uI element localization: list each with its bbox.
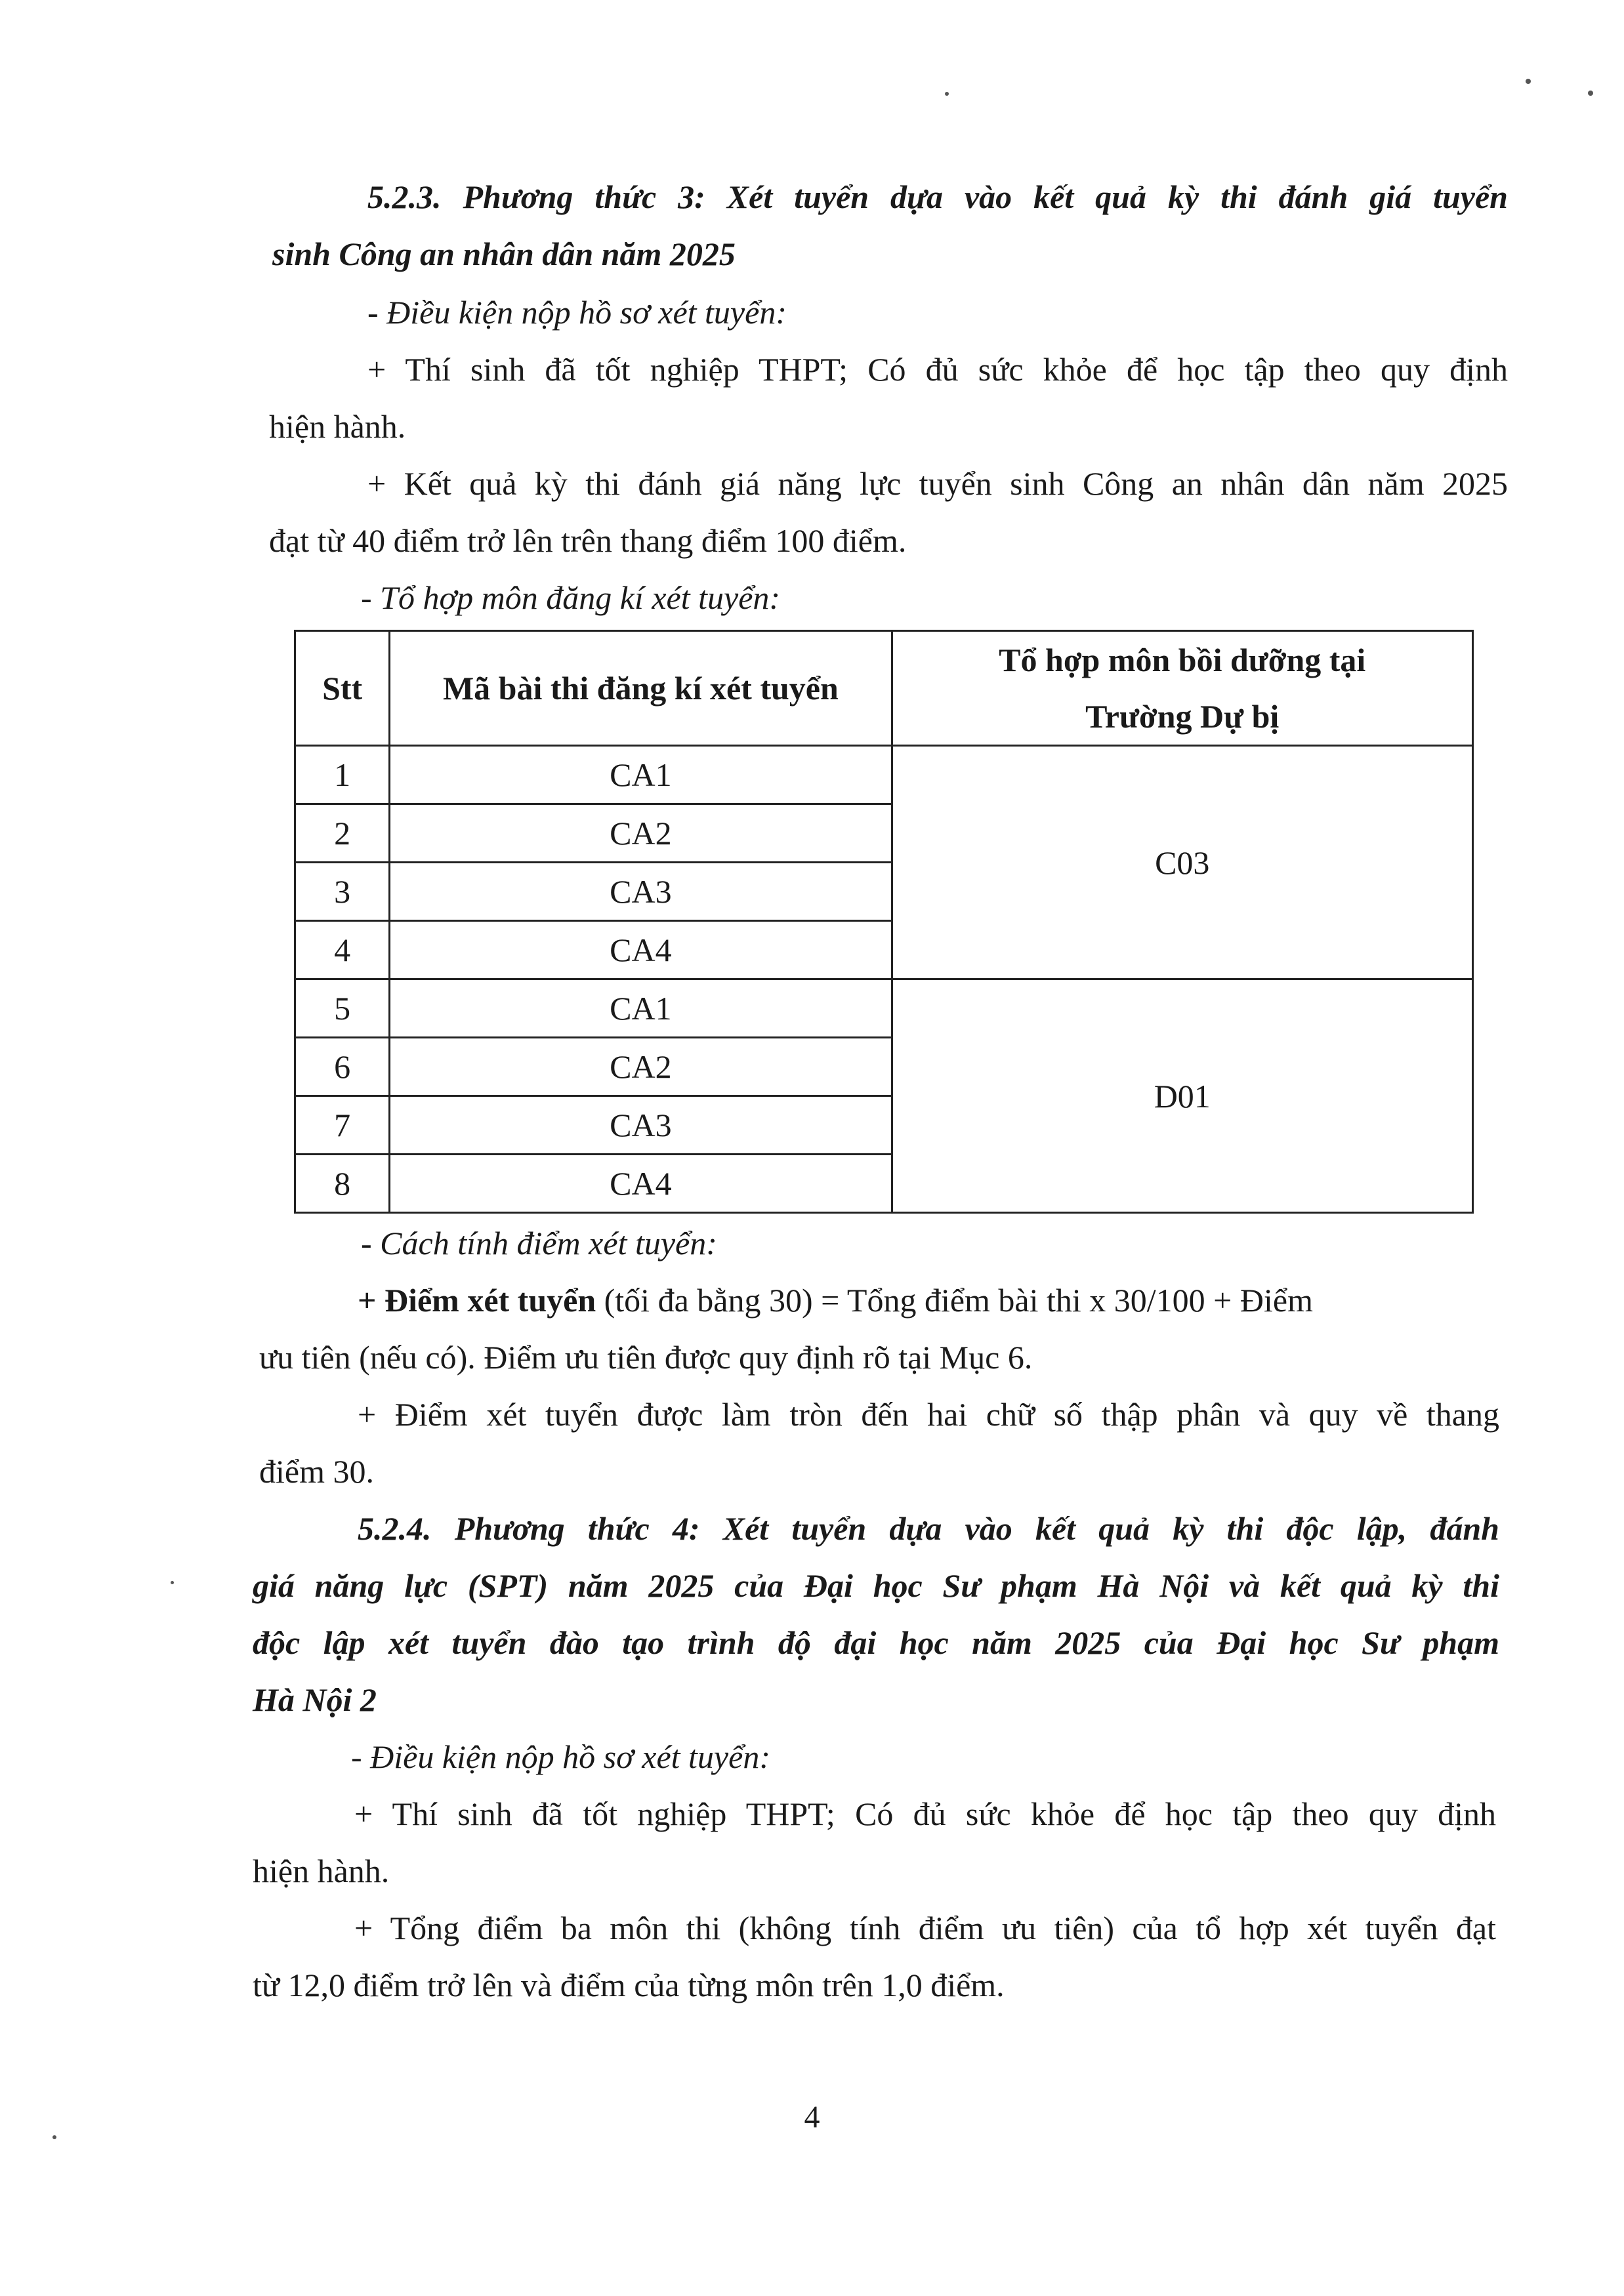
table-header-row [295,631,1473,746]
cell-exam-code: CA1 [390,979,892,1038]
scoring-formula-rest: (tối đa bằng 30) = Tổng điểm bài thi x 30/100 + Điểm [596,1282,1313,1319]
section-524-heading-line1: 5.2.4. Phương thức 4: Xét tuyển dựa vào kết quả kỳ thi độc lập, đánh [358,1510,1499,1547]
scan-speck [171,1581,174,1584]
section-524-condition-label: - Điều kiện nộp hồ sơ xét tuyển: [351,1738,770,1775]
cell-stt: 5 [295,979,390,1038]
cell-exam-code: CA3 [390,863,892,921]
cell-exam-code: CA4 [390,1155,892,1213]
section-523-condition-label: - Điều kiện nộp hồ sơ xét tuyển: [367,294,787,331]
section-523-heading-line1: 5.2.3. Phương thức 3: Xét tuyển dựa vào kết quả kỳ thi đánh giá tuyển [367,178,1508,215]
section-523-cond1-line1: + Thí sinh đã tốt nghiệp THPT; Có đủ sức khỏe để học tập theo quy định [367,351,1508,388]
section-524-heading-line2: giá năng lực (SPT) năm 2025 của Đại học Sư phạm Hà Nội và kết quả kỳ thi [253,1567,1499,1604]
table-row [295,979,1473,1038]
cell-exam-code: CA4 [390,921,892,979]
section-523-heading-line2: sinh Công an nhân dân năm 2025 [272,236,736,272]
section-523-cond2-line2: đạt từ 40 điểm trở lên trên thang điểm 100 điểm. [269,522,907,559]
section-524-cond2-line1: + Tổng điểm ba môn thi (không tính điểm ưu tiên) của tổ hợp xét tuyển đạt [354,1910,1496,1946]
scoring-label: - Cách tính điểm xét tuyển: [361,1225,717,1261]
scoring-formula-bold: + Điểm xét tuyển [358,1282,596,1319]
section-524-cond1-line1: + Thí sinh đã tốt nghiệp THPT; Có đủ sức khỏe để học tập theo quy định [354,1795,1496,1832]
cell-exam-code: CA1 [390,746,892,804]
section-524-cond2-line2: từ 12,0 điểm trở lên và điểm của từng môn trên 1,0 điểm. [253,1967,1005,2003]
table-row [295,746,1473,804]
cell-stt: 8 [295,1155,390,1213]
header-combination [892,631,1473,746]
scoring-round-line1: + Điểm xét tuyển được làm tròn đến hai chữ số thập phân và quy về thang [358,1396,1499,1433]
cell-stt: 2 [295,804,390,863]
cell-stt: 4 [295,921,390,979]
cell-exam-code: CA3 [390,1096,892,1155]
cell-exam-code: CA2 [390,804,892,863]
scoring-formula-line1 [358,1281,1499,1320]
page-number: 4 [804,2100,820,2135]
header-stt: Stt [295,631,390,746]
section-524-heading-line4: Hà Nội 2 [253,1681,377,1718]
cell-combination-group-2: D01 [892,979,1473,1213]
header-combination-line2: Trường Dự bị [1085,698,1280,735]
header-combination-line1: Tổ hợp môn bồi dưỡng tại [999,642,1366,678]
admission-combination-table [294,630,1474,1214]
section-523-cond1-line2: hiện hành. [269,408,406,445]
cell-stt: 6 [295,1038,390,1096]
cell-exam-code: CA2 [390,1038,892,1096]
scoring-round-line2: điểm 30. [259,1453,374,1490]
scan-speck [1588,91,1593,96]
scan-speck [945,92,949,96]
cell-stt: 7 [295,1096,390,1155]
section-523-cond2-line1: + Kết quả kỳ thi đánh giá năng lực tuyển sinh Công an nhân dân năm 2025 [367,465,1508,502]
section-523-combo-label: - Tổ hợp môn đăng kí xét tuyển: [361,579,781,616]
scoring-formula-line2: ưu tiên (nếu có). Điểm ưu tiên được quy định rõ tại Mục 6. [259,1339,1033,1376]
section-524-heading-line3: độc lập xét tuyển đào tạo trình độ đại học năm 2025 của Đại học Sư phạm [253,1624,1499,1661]
section-524-cond1-line2: hiện hành. [253,1853,390,1889]
scan-speck [52,2135,56,2139]
header-exam-code: Mã bài thi đăng kí xét tuyển [390,631,892,746]
cell-combination-group-1: C03 [892,746,1473,979]
cell-stt: 1 [295,746,390,804]
scan-speck [1526,79,1531,84]
cell-stt: 3 [295,863,390,921]
